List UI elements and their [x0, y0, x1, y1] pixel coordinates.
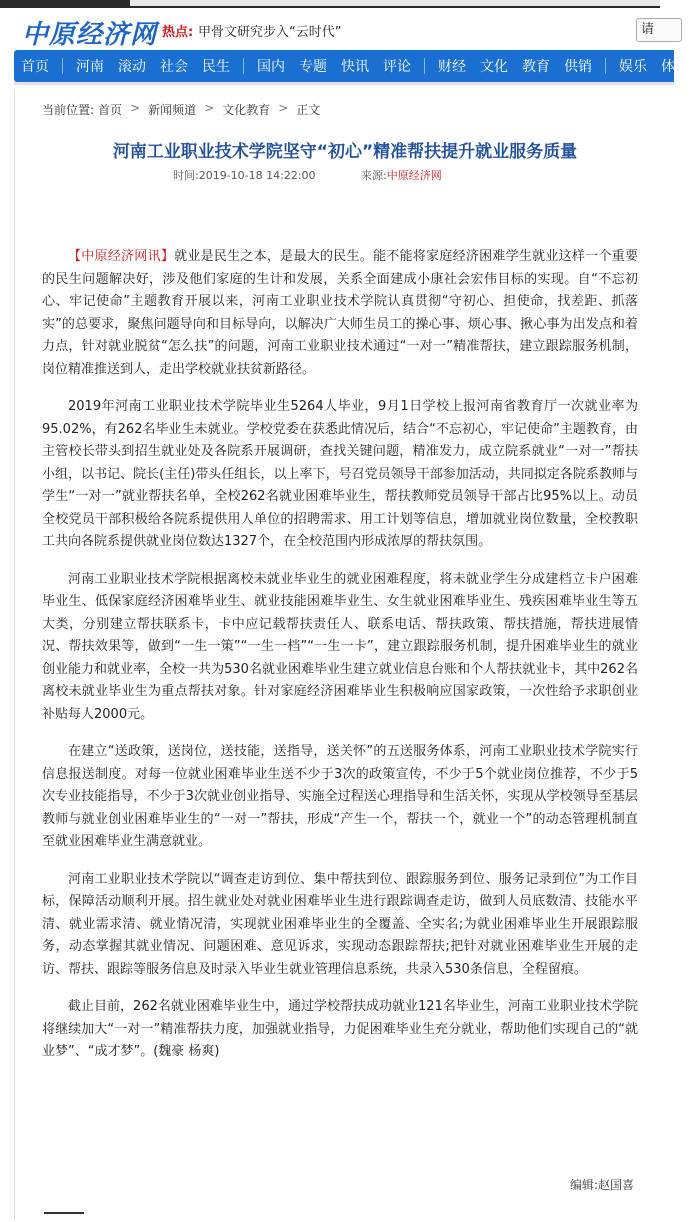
site-header — [0, 8, 660, 50]
nav-item-flash[interactable]: 快讯 — [341, 59, 369, 75]
article-paragraph: 在建立“送政策，送岗位，送技能，送指导，送关怀”的五送服务体系，河南工业职业技术学院实行信息报送制度。对每一位就业困难毕业生送不少于3次的政策宣传，不少于5个就业岗位推荐，不少于5次专业技能指导，不少于3次就业创业指导、实施全过程送心理指导和生活关怀，实现从学校领导至基层教师与就业创业困难毕业生的“一对一”帮扶，形成“产生一个，帮扶一个，就业一个”的动态管理机制直至就业困难毕业生满意就业。 — [42, 744, 638, 849]
article-paragraph — [42, 246, 638, 381]
source-value[interactable]: 中原经济网 — [386, 169, 442, 182]
nav-item-culture[interactable]: 文化 — [480, 59, 508, 75]
main-nav — [14, 50, 674, 82]
chevron-right-icon: > — [130, 101, 141, 115]
time-label: 时间: — [173, 169, 199, 182]
article-paragraph: 截止目前，262名就业困难毕业生中，通过学校帮扶成功就业121名毕业生，河南工业职业技术学院将继续加大“一对一”精准帮扶力度，加强就业指导，力促困难毕业生充分就业，帮助他们实现自己的“就业梦”、“成才梦”。(魏豪 杨爽) — [42, 999, 638, 1059]
breadcrumb-culture-education[interactable]: 文化教育 — [222, 103, 271, 117]
article-paragraph: 河南工业职业技术学院根据离校未就业毕业生的就业困难程度，将未就业学生分成建档立卡户困难毕业生、低保家庭经济困难毕业生、就业技能困难毕业生、女生就业困难毕业生、残疾困难毕业生等五大类，分别建立帮扶联系卡，卡中应记载帮扶责任人、联系电话、帮扶政策、帮扶措施，帮扶进展情况、帮扶效果等，做到“一生一策”“一生一档”“一生一卡”，建立跟踪服务机制，提升困难毕业生的就业创业能力和就业率，全校一共为530名就业困难毕业生建立就业信息台账和个人帮扶就业卡，其中262名离校未就业毕业生为重点帮扶对象。针对家庭经济困难毕业生积极响应国家政策，一次性给予求职创业补贴每人2000元。 — [42, 571, 638, 722]
nav-item-entertainment[interactable]: 娱乐 — [619, 59, 647, 75]
nav-item-sports[interactable]: 体 — [661, 59, 675, 75]
nav-divider — [243, 58, 244, 74]
nav-item-domestic[interactable]: 国内 — [257, 59, 285, 75]
site-logo[interactable]: 中原经济网 — [22, 20, 158, 50]
breadcrumb-prefix: 当前位置: — [42, 103, 95, 117]
breadcrumb-current: 正文 — [296, 103, 321, 117]
editor-label: 编辑: — [570, 1178, 599, 1192]
nav-item-supply[interactable]: 供销 — [564, 59, 592, 75]
nav-divider — [424, 58, 425, 74]
chevron-right-icon: > — [278, 101, 289, 115]
article-meta — [173, 167, 442, 183]
top-banner-strip-light — [130, 0, 660, 6]
nav-divider — [62, 58, 63, 74]
breadcrumb — [42, 101, 320, 118]
main-nav-items — [14, 50, 682, 82]
nav-item-home[interactable]: 首页 — [21, 59, 49, 75]
nav-item-rolling[interactable]: 滚动 — [118, 59, 146, 75]
time-value: 2019-10-18 14:22:00 — [198, 169, 316, 182]
lead-tag: 【中原经济网讯】 — [68, 249, 175, 264]
nav-item-special[interactable]: 专题 — [299, 59, 327, 75]
hot-label: 热点: — [162, 25, 194, 40]
search-input[interactable]: 请 — [636, 18, 682, 42]
nav-item-comment[interactable]: 评论 — [383, 59, 411, 75]
article-paragraph: 2019年河南工业职业技术学院毕业生5264人毕业，9月1日学校上报河南省教育厅一次就业率为95.02%，有262名毕业生未就业。学校党委在获悉此情况后，结合“不忘初心，牢记使命”主题教育，由主管校长带头到招生就业处及各院系开展调研，查找关键问题，精准发力，成立院系就业“一对一”帮扶小组，以书记、院长(主任)带头任组长，以上率下，号召党员领导干部参加活动，共同拟定各院系教师与学生“一对一”就业帮扶名单，全校262名就业困难毕业生，帮扶教师党员领导干部占比95%以上。动员全校党员干部积极给各院系提供用人单位的招聘需求、用工计划等信息，增加就业岗位数量，全校教职工共向各院系提供就业岗位数达1327个，在全校范围内形成浓厚的帮扶氛围。 — [42, 399, 638, 549]
source-label: 来源: — [361, 169, 387, 182]
editor-credit — [570, 1176, 634, 1193]
breadcrumb-news[interactable]: 新闻频道 — [148, 103, 197, 117]
nav-item-society[interactable]: 社会 — [160, 59, 188, 75]
nav-divider — [605, 58, 606, 74]
nav-item-education[interactable]: 教育 — [522, 59, 550, 75]
editor-name: 赵国喜 — [598, 1178, 635, 1192]
nav-shadow — [14, 82, 674, 85]
paragraph-text: 就业是民生之本，是最大的民生。能不能将家庭经济困难学生就业这样一个重要的民生问题解决好，涉及他们家庭的生计和发展，关系全面建成小康社会宏伟目标的实现。自“不忘初心、牢记使命”主题教育开展以来，河南工业职业技术学院认真贯彻“守初心、担使命，找差距、抓落实”的总要求，聚焦问题导向和目标导向，以解决广大师生员工的操心事、烦心事、揪心事为出发点和着力点，针对就业脱贫“怎么扶”的问题，河南工业职业技术通过“一对一”精准帮扶，建立跟踪服务机制，岗位精准推送到人，走出学校就业扶贫新路径。 — [42, 249, 638, 377]
nav-item-finance[interactable]: 财经 — [438, 59, 466, 75]
chevron-right-icon: > — [204, 101, 215, 115]
footer-divider — [44, 1212, 84, 1222]
nav-item-henan[interactable]: 河南 — [76, 59, 104, 75]
article-paragraph: 河南工业职业技术学院以“调查走访到位、集中帮扶到位、跟踪服务到位、服务记录到位”为工作目标，保障活动顺利开展。招生就业处对就业困难毕业生进行跟踪调查走访，做到人员底数清、技能水平清、就业需求清、就业情况清，实现就业困难毕业生的全覆盖、全实名;为就业困难毕业生开展跟踪服务，动态掌握其就业情况、问题困难、意见诉求，实现动态跟踪帮扶;把针对就业困难毕业生开展的走访、帮扶、跟踪等服务信息及时录入毕业生就业管理信息系统，共录入530条信息，全程留痕。 — [42, 871, 638, 977]
article-body — [42, 246, 638, 1079]
nav-item-livelihood[interactable]: 民生 — [202, 59, 230, 75]
breadcrumb-home[interactable]: 首页 — [98, 103, 123, 117]
article-title: 河南工业职业技术学院坚守“初心”精准帮扶提升就业服务质量 — [112, 142, 578, 162]
hot-news-link[interactable]: 甲骨文研究步入“云时代” — [198, 25, 342, 40]
